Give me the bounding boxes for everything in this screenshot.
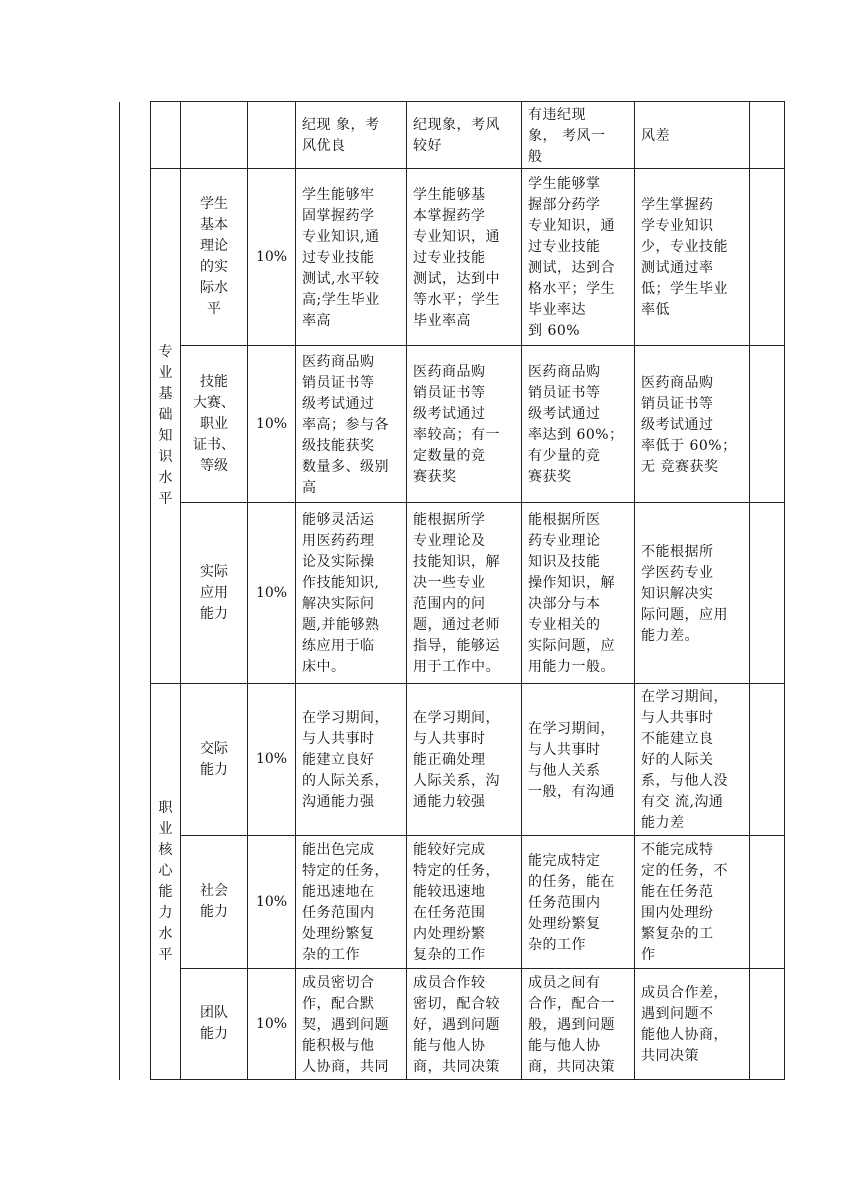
level-poor-text: 医药商品购 销员证书等 级考试通过 率低于 60%； 无 竞赛获奖	[635, 346, 750, 503]
level-fair-text: 医药商品购 销员证书等 级考试通过 率达到 60%； 有少量的竞 赛获奖	[522, 346, 635, 503]
item-label: 社会 能力	[200, 883, 228, 920]
level-poor-text: 学生掌握药 学专业知识 少，专业技能 测试通过率 低；学生毕业 率低	[635, 169, 750, 346]
table-row	[120, 503, 785, 684]
score-cell	[750, 102, 785, 169]
level-poor-text: 不能完成特 定的任务，不 能在任务范 围内处理纷 繁复杂的工 作	[635, 836, 750, 969]
item-cell	[181, 969, 248, 1080]
level-poor-text: 风差	[635, 102, 750, 169]
table-row	[120, 969, 785, 1080]
level-fair-text: 能根据所医 药专业理论 知识及技能 操作知识，解 决部分与本 专业相关的 实际问题，应 用能力一般。	[522, 503, 635, 684]
category-label: 职 业 核 心 能 力 水 平	[158, 799, 173, 963]
level-fair-text: 能完成特定 的任务，能在 任务范围内 处理纷繁复 杂的工作	[522, 836, 635, 969]
table-row	[120, 346, 785, 503]
level-poor-text: 在学习期间， 与人共事时 不能建立良 好的人际关 系，与他人没 有交 流,沟通 能力差	[635, 684, 750, 836]
left-margin-column	[120, 102, 151, 1080]
score-cell	[750, 169, 785, 346]
empty-category-cell	[151, 102, 181, 169]
level-poor-text: 不能根据所 学医药专业 知识解决实 际问题，应用 能力差。	[635, 503, 750, 684]
level-good-text: 医药商品购 销员证书等 级考试通过 率较高；有一 定数量的竞 赛获奖	[407, 346, 522, 503]
level-excellent-text: 纪现 象，考 风优良	[296, 102, 407, 169]
level-poor-text: 成员合作差， 遇到问题不 能他人协商， 共同决策	[635, 969, 750, 1080]
level-fair-text: 有违纪现 象， 考风一 般	[522, 102, 635, 169]
level-excellent-text: 学生能够牢 固掌握药学 专业知识,通 过专业技能 测试,水平较 高;学生毕业 率高	[296, 169, 407, 346]
table-row	[120, 684, 785, 836]
level-good-text: 纪现象，考风 较好	[407, 102, 522, 169]
level-excellent-text: 能够灵活运 用医药药理 论及实际操 作技能知识, 解决实际问 题,并能够熟 练应用于临 床中。	[296, 503, 407, 684]
level-good-text: 成员合作较 密切，配合较 好，遇到问题 能与他人协 商，共同决策	[407, 969, 522, 1080]
level-good-text: 能较好完成 特定的任务， 能较迅速地 在任务范围 内处理纷繁 复杂的工作	[407, 836, 522, 969]
weight-cell: 10%	[248, 836, 296, 969]
item-label: 技能 大赛、 职业 证书、 等级	[193, 373, 235, 474]
item-cell	[181, 503, 248, 684]
weight-cell: 10%	[248, 346, 296, 503]
empty-weight-cell	[248, 102, 296, 169]
level-good-text: 学生能够基 本掌握药学 专业知识，通 过专业技能 测试，达到中 等水平；学生 毕业率高	[407, 169, 522, 346]
category-cell	[151, 684, 181, 1080]
item-cell	[181, 836, 248, 969]
level-fair-text: 学生能够掌 握部分药学 专业知识，通 过专业技能 测试，达到合 格水平；学生 毕业率达 到 60%	[522, 169, 635, 346]
item-label: 交际 能力	[200, 740, 228, 778]
item-label: 团队 能力	[200, 1005, 228, 1042]
level-excellent-text: 成员密切合 作，配合默 契，遇到问题 能积极与他 人协商，共同	[296, 969, 407, 1080]
score-cell	[750, 346, 785, 503]
table-row	[120, 836, 785, 969]
item-cell	[181, 684, 248, 836]
item-cell	[181, 346, 248, 503]
weight-cell: 10%	[248, 169, 296, 346]
score-cell	[750, 503, 785, 684]
table-row	[120, 169, 785, 346]
empty-item-cell	[181, 102, 248, 169]
level-good-text: 能根据所学 专业理论及 技能知识，解 决一些专业 范围内的问 题，通过老师 指导，能够运 用于工作中。	[407, 503, 522, 684]
evaluation-table	[119, 101, 785, 1080]
item-label: 学生 基本 理论 的实 际水 平	[200, 196, 228, 317]
level-excellent-text: 在学习期间， 与人共事时 能建立良好 的人际关系， 沟通能力强	[296, 684, 407, 836]
level-fair-text: 在学习期间， 与人共事时 与他人关系 一般，有沟通	[522, 684, 635, 836]
table-row-continuation	[120, 102, 785, 169]
category-cell	[151, 169, 181, 684]
level-fair-text: 成员之间有 合作，配合一 般，遇到问题 能与他人协 商，共同决策	[522, 969, 635, 1080]
score-cell	[750, 684, 785, 836]
level-good-text: 在学习期间， 与人共事时 能正确处理 人际关系，沟 通能力较强	[407, 684, 522, 836]
level-excellent-text: 医药商品购 销员证书等 级考试通过 率高；参与各 级技能获奖 数量多、级别 高	[296, 346, 407, 503]
category-label: 专 业 基 础 知 识 水 平	[158, 344, 173, 507]
score-cell	[750, 969, 785, 1080]
item-label: 实际 应用 能力	[200, 563, 228, 622]
item-cell	[181, 169, 248, 346]
weight-cell: 10%	[248, 503, 296, 684]
weight-cell: 10%	[248, 969, 296, 1080]
score-cell	[750, 836, 785, 969]
level-excellent-text: 能出色完成 特定的任务， 能迅速地在 任务范围内 处理纷繁复 杂的工作	[296, 836, 407, 969]
weight-cell: 10%	[248, 684, 296, 836]
